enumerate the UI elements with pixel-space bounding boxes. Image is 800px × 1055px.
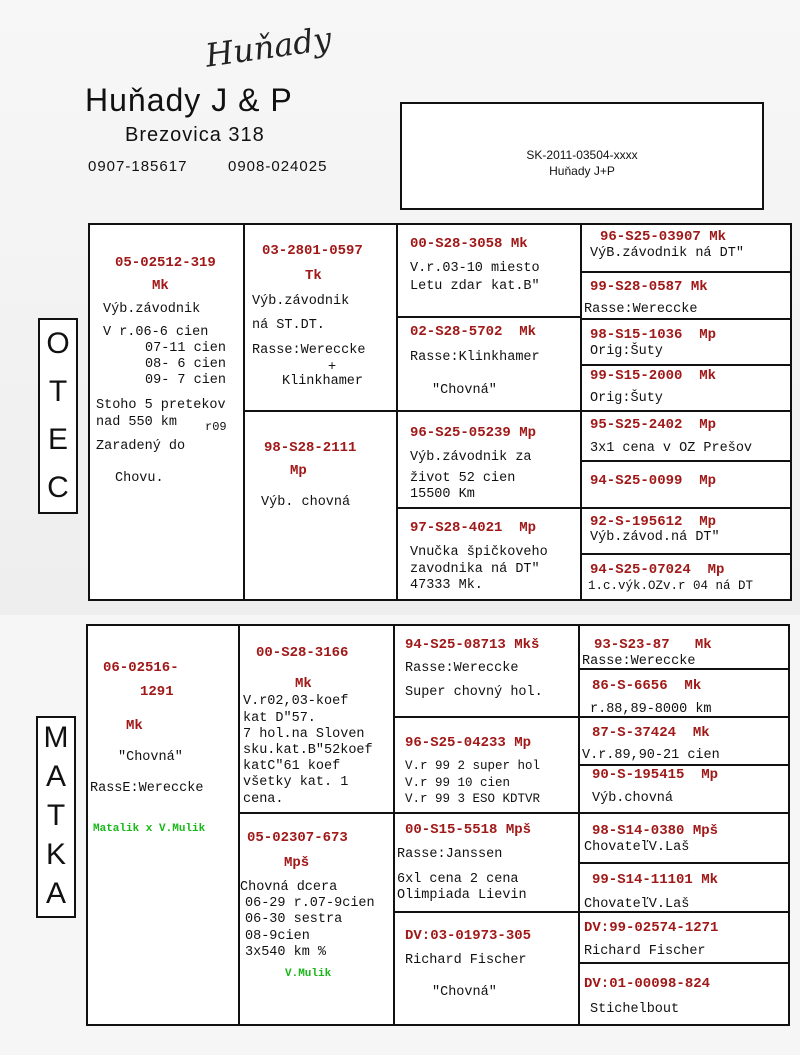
otec-gp-ring: 96-S25-05239 Mp	[410, 425, 537, 441]
divider	[396, 410, 582, 412]
divider	[580, 364, 790, 366]
matka-ggp-line: Výb.chovná	[592, 791, 674, 806]
otec-ggp-ring: 94-S25-0099 Mp	[590, 473, 717, 489]
matka-gp-line: Super chovný hol.	[405, 685, 543, 700]
otec-line: 09- 7 cien	[145, 373, 227, 388]
otec-line: V r.06-6 cien	[103, 325, 209, 340]
divider	[578, 764, 788, 766]
otec-mother-ring: 98-S28-2111	[264, 440, 357, 456]
otec-line: nad 550 km	[96, 415, 178, 430]
otec-gp-ring: 00-S28-3058 Mk	[410, 236, 528, 252]
otec-ggp-line: Rasse:Wereccke	[584, 302, 698, 317]
divider	[578, 624, 580, 1024]
otec-gp-line: 15500 Km	[410, 487, 475, 502]
divider	[396, 507, 582, 509]
phone-2: 0908-024025	[228, 158, 328, 175]
matka-gp-line: Rasse:Wereccke	[405, 661, 519, 676]
divider	[578, 862, 788, 864]
otec-ggp-ring: 99-S15-2000 Mk	[590, 368, 717, 384]
otec-ggp-ring: 99-S28-0587 Mk	[590, 279, 708, 295]
matka-mother-line: 06-30 sestra	[245, 912, 343, 927]
otec-gp-line: V.r.03-10 miesto	[410, 261, 540, 276]
otec-gp-line: "Chovná"	[432, 383, 497, 398]
otec-ggp-ring: 95-S25-2402 Mp	[590, 417, 717, 433]
otec-line: Chovu.	[115, 471, 164, 486]
matka-line: "Chovná"	[118, 750, 183, 765]
divider	[580, 318, 790, 320]
otec-father-line: Výb.závodnik	[252, 294, 350, 309]
otec-line: Stoho 5 pretekov	[96, 398, 226, 413]
otec-line: Zaradený do	[96, 439, 186, 454]
matka-gp-ring: DV:03-01973-305	[405, 928, 532, 944]
matka-mother-line: 3x540 km %	[245, 945, 327, 960]
matka-ggp-ring: 87-S-37424 Mk	[592, 725, 710, 741]
matka-label-box	[36, 716, 76, 918]
otec-gp-line: život 52 cien	[410, 471, 516, 486]
divider	[580, 507, 790, 509]
otec-ggp-line: Orig:Šuty	[590, 344, 663, 359]
matka-ggp-ring: DV:99-02574-1271	[584, 920, 719, 936]
matka-father-line: 7 hol.na Sloven	[243, 727, 365, 742]
otec-letter: T	[48, 375, 68, 408]
divider	[393, 911, 580, 913]
divider	[393, 812, 580, 814]
otec-ggp-line: 1.c.výk.OZv.r 04 ná DT	[588, 579, 754, 593]
matka-ggp-ring: 86-S-6656 Mk	[592, 678, 702, 694]
breeder-name: Huňady J & P	[85, 82, 293, 118]
otec-ggp-line: Výb.závod.ná DT"	[590, 530, 720, 545]
matka-mother-line: 08-9cien	[245, 929, 310, 944]
matka-ggp-ring: 98-S14-0380 Mpš	[592, 823, 719, 839]
matka-gp-line: Olimpiada Lievin	[397, 888, 527, 903]
divider	[238, 812, 395, 814]
otec-ggp-line: VýB.závodnik ná DT"	[590, 246, 744, 261]
otec-line: Výb.závodnik	[103, 302, 201, 317]
matka-mother-ring: 05-02307-673	[247, 830, 348, 846]
matka-ggp-line: ChovateľV.Laš	[584, 897, 690, 912]
matka-father-sex: Mk	[295, 676, 312, 692]
ring-id-box	[400, 102, 764, 210]
matka-father-line: V.r02,03-koef	[243, 694, 349, 709]
matka-letter: T	[46, 799, 66, 832]
matka-gp-ring: 94-S25-08713 Mkš	[405, 637, 540, 653]
otec-sex: Mk	[152, 278, 169, 294]
divider	[578, 962, 788, 964]
divider	[580, 271, 790, 273]
matka-father-line: katC"61 koef	[243, 759, 341, 774]
matka-mother-line: Chovná dcera	[240, 880, 338, 895]
matka-gp-line: 6xl cena 2 cena	[397, 872, 519, 887]
matka-father-line: kat D"57.	[243, 711, 316, 726]
matka-gp-ring: 96-S25-04233 Mp	[405, 735, 532, 751]
divider	[396, 316, 582, 318]
matka-father-line: všetky kat. 1	[243, 775, 349, 790]
matka-sex: Mk	[126, 718, 143, 734]
otec-ggp-ring: 92-S-195612 Mp	[590, 514, 717, 530]
otec-father-line: Rasse:Wereccke	[252, 343, 366, 358]
signature: Huňady	[202, 19, 334, 75]
divider	[580, 553, 790, 555]
breeder-address: Brezovica 318	[125, 124, 265, 146]
otec-gp-line: Letu zdar kat.B"	[410, 279, 540, 294]
otec-father-line: +	[328, 360, 337, 375]
otec-ggp-ring: 98-S15-1036 Mp	[590, 327, 717, 343]
otec-ggp-ring: 94-S25-07024 Mp	[590, 562, 725, 578]
otec-ggp-line: 3x1 cena v OZ Prešov	[590, 441, 753, 456]
matka-gp-line: V.r 99 3 ESO KDTVR	[405, 792, 541, 806]
matka-gp-line: "Chovná"	[432, 985, 497, 1000]
otec-label-box	[38, 318, 78, 514]
matka-ggp-line: V.r.89,90-21 cien	[582, 748, 720, 763]
otec-father-line: ná ST.DT.	[252, 318, 325, 333]
matka-ring: 1291	[140, 684, 174, 700]
matka-note: Matalik x V.Mulik	[93, 823, 206, 835]
divider	[393, 716, 580, 718]
otec-gp-ring: 97-S28-4021 Mp	[410, 520, 537, 536]
matka-ggp-line: Richard Fischer	[584, 944, 706, 959]
otec-father-line: Klinkhamer	[282, 374, 364, 389]
matka-gp-line: V.r 99 10 cien	[405, 776, 511, 790]
otec-line: 08- 6 cien	[145, 357, 227, 372]
matka-letter: K	[45, 838, 66, 871]
otec-line: 07-11 cien	[145, 341, 227, 356]
divider	[580, 410, 790, 412]
matka-gp-line: V.r 99 2 super hol	[405, 759, 541, 773]
matka-gp-ring: 00-S15-5518 Mpš	[405, 822, 532, 838]
matka-gp-line: Rasse:Janssen	[397, 847, 503, 862]
ring-number: SK-2011-03504-xxxx	[526, 148, 638, 162]
matka-ring: 06-02516-	[103, 660, 179, 676]
owner-name: Huňady J+P	[549, 164, 615, 178]
otec-mother-line: Výb. chovná	[261, 495, 351, 510]
otec-letter: O	[46, 327, 70, 360]
matka-ggp-line: r.88,89-8000 km	[590, 702, 712, 717]
otec-gp-line: 47333 Mk.	[410, 578, 483, 593]
otec-gp-line: zavodnika ná DT"	[410, 562, 540, 577]
phone-1: 0907-185617	[88, 158, 188, 175]
otec-father-sex: Tk	[305, 268, 322, 284]
otec-gp-line: Vnučka špičkoveho	[410, 545, 548, 560]
otec-mother-sex: Mp	[290, 463, 307, 479]
divider	[578, 812, 788, 814]
divider	[393, 624, 395, 1024]
divider	[243, 410, 398, 412]
otec-gp-line: Rasse:Klinkhamer	[410, 350, 540, 365]
otec-father-ring: 03-2801-0597	[262, 243, 363, 259]
matka-letter: M	[43, 721, 69, 754]
matka-ggp-ring: 99-S14-11101 Mk	[592, 872, 719, 888]
otec-letter: C	[47, 471, 69, 504]
matka-ggp-line: Rasse:Wereccke	[582, 654, 696, 669]
matka-ggp-line: Stichelbout	[590, 1002, 680, 1017]
otec-ggp-line: Orig:Šuty	[590, 391, 663, 406]
matka-letter: A	[45, 877, 66, 910]
otec-ggp-ring: 96-S25-03907 Mk	[600, 229, 727, 245]
otec-gp-ring: 02-S28-5702 Mk	[410, 324, 537, 340]
otec-ring: 05-02512-319	[115, 255, 216, 271]
matka-mother-sex: Mpš	[284, 855, 310, 871]
matka-note: V.Mulik	[285, 968, 332, 980]
matka-ggp-line: ChovateľV.Laš	[584, 840, 690, 855]
divider	[580, 460, 790, 462]
divider	[238, 624, 240, 1024]
otec-letter: E	[47, 423, 68, 456]
matka-mother-line: 06-29 r.07-9cien	[245, 896, 375, 911]
matka-ggp-ring: 93-S23-87 Mk	[594, 637, 712, 653]
otec-line: r09	[205, 420, 227, 434]
matka-line: RassE:Wereccke	[90, 781, 204, 796]
otec-gp-line: Výb.závodnik za	[410, 450, 532, 465]
matka-ggp-ring: 90-S-195415 Mp	[592, 767, 719, 783]
matka-father-line: sku.kat.B"52koef	[243, 743, 373, 758]
matka-ggp-ring: DV:01-00098-824	[584, 976, 711, 992]
matka-father-line: cena.	[243, 792, 284, 807]
matka-gp-line: Richard Fischer	[405, 953, 527, 968]
matka-father-ring: 00-S28-3166	[256, 645, 349, 661]
matka-letter: A	[45, 760, 66, 793]
